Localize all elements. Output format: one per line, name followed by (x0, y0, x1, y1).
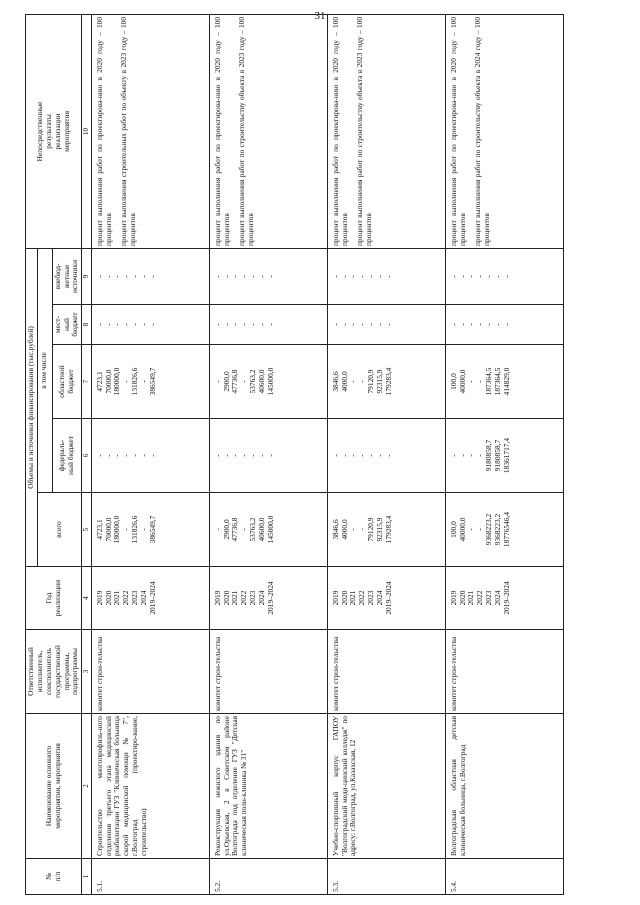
col-number: 9 (82, 248, 91, 304)
responsible-executor: комитет строи-тельства (91, 630, 209, 714)
col-number: 1 (82, 859, 91, 895)
extrabudget-values: - - - - - - - (327, 248, 445, 304)
column-number-row (82, 14, 91, 894)
activity-name: Волгоградская областная детская клиническая больница, г.Волгоград (445, 714, 563, 859)
row-number: 5.2. (209, 859, 327, 895)
extrabudget-values: - - - - - - - (445, 248, 563, 304)
col-number: 10 (82, 14, 91, 248)
local-values: - - - - - - - (445, 305, 563, 345)
regional-values: 100,0 40000,0 - - 187364,5 187364,5 414829,0 (445, 345, 563, 419)
years: 2019 2020 2021 2022 2023 2024 2019–2024 (209, 567, 327, 630)
table-row (327, 14, 445, 894)
years: 2019 2020 2021 2022 2023 2024 2019–2024 (445, 567, 563, 630)
federal-values: - - - - - - - (91, 419, 209, 493)
years: 2019 2020 2021 2022 2023 2024 2019–2024 (91, 567, 209, 630)
result-construction: процент выполнения работ по строительству объекта в 2023 году – 100 процентов (355, 16, 374, 246)
regional-values: 3846,6 4000,0 - - 79120,9 92315,9 179283,4 (327, 345, 445, 419)
col-number: 6 (82, 419, 91, 493)
rotated-table-page (25, 15, 615, 895)
result-design: процент выполнения работ по проектирова-нию в 2020 году – 100 процентов (330, 16, 349, 246)
activity-name: Строительство многопрофиль-ного отделения третьего этапа медицинской реабилитации ГУЗ "Клиническая больница скорой медицинской помощи № 7", г.Волгоград (проектиро-вание, строительство) (91, 714, 209, 859)
header-responsible: Ответственный исполнитель, соисполнитель государственной программы, подпрограммы (26, 630, 82, 714)
regional-values: - 2900,0 47736,8 - 53763,2 40600,0 145000,0 (209, 345, 327, 419)
col-number: 8 (82, 305, 91, 345)
result-cell (91, 14, 209, 248)
responsible-executor: комитет строи-тельства (327, 630, 445, 714)
activity-name: Реконструкция нежилого здания по ул.Орьевская, 2 в Советском районе Волгограда под отделение ГУЗ "Детская клиническая поли-клиника № 31" (209, 714, 327, 859)
result-construction: процент выполнения работ по строительству объекта в 2023 году – 100 процентов (237, 16, 256, 246)
row-number: 5.1. (91, 859, 209, 895)
financing-table (25, 14, 564, 895)
result-design: процент выполнения работ по проектирова-нию в 2020 году – 100 процентов (212, 16, 231, 246)
result-design: процент выполнения работ по проектирова-нию в 2020 году – 100 процентов (94, 16, 113, 246)
extrabudget-values: - - - - - - - (91, 248, 209, 304)
result-cell (209, 14, 327, 248)
result-construction: процент выполнения работ по строительству объекта в 2024 году – 100 процентов (473, 16, 492, 246)
extrabudget-values: - - - - - - - (209, 248, 327, 304)
col-number: 2 (82, 714, 91, 859)
total-values: - 2900,0 47736,8 - 53763,2 40600,0 145000,0 (209, 493, 327, 567)
result-cell (445, 14, 563, 248)
col-number: 7 (82, 345, 91, 419)
total-values: 4723,1 70000,0 180000,0 - 131826,6 - 386549,7 (91, 493, 209, 567)
result-construction: процент выполнения строительных работ по объекту в 2023 году – 100 процентов (119, 16, 138, 246)
federal-values: - - - - - - - (327, 419, 445, 493)
col-number: 3 (82, 630, 91, 714)
federal-values: - - - - 9180858,7 9180858,7 18361717,4 (445, 419, 563, 493)
header-financing-group: Объемы и источники финансирования (тыс.рублей) (26, 248, 38, 566)
header-row-1 (26, 14, 38, 894)
local-values: - - - - - - - (91, 305, 209, 345)
col-number: 5 (82, 493, 91, 567)
header-including: в том числе (37, 248, 52, 492)
regional-values: 4723,1 70000,0 180000,0 - 131826,6 - 386549,7 (91, 345, 209, 419)
table-row (209, 14, 327, 894)
row-number: 5.4. (445, 859, 563, 895)
header-num: № п/п (26, 859, 82, 895)
years: 2019 2020 2021 2022 2023 2024 2019–2024 (327, 567, 445, 630)
responsible-executor: комитет строи-тельства (209, 630, 327, 714)
activity-name: Учебно-спортивный корпус ГАПОУ "Волгоградский меди-цинский колледж" по адресу: г.Волгоград, ул.Казахская, 12 (327, 714, 445, 859)
local-values: - - - - - - - (209, 305, 327, 345)
result-design: процент выполнения работ по проектирова-нию в 2020 году – 100 процентов (448, 16, 467, 246)
row-number: 5.3. (327, 859, 445, 895)
responsible-executor: комитет строи-тельства (445, 630, 563, 714)
header-extrabudget: внебюд- жетные источники (52, 248, 82, 304)
federal-values: - - - - - - - (209, 419, 327, 493)
page-number: 31 (314, 10, 326, 22)
header-regional: областной бюджет (52, 345, 82, 419)
header-federal: федераль- ный бюджет (52, 419, 82, 493)
table-row (91, 14, 209, 894)
header-result: Непосредственные результаты реализации мероприятия (26, 14, 82, 248)
header-local: мест- ный бюджет (52, 305, 82, 345)
total-values: 3846,6 4000,0 - - 79120,9 92315,9 179283,4 (327, 493, 445, 567)
header-year: Год реализации (26, 567, 82, 630)
total-values: 100,0 40000,0 - - 9368223,2 9368223,2 18776546,4 (445, 493, 563, 567)
header-name: Наименование основного мероприятия, мероприятия (26, 714, 82, 859)
header-total: всего (37, 493, 81, 567)
local-values: - - - - - - - (327, 305, 445, 345)
result-cell (327, 14, 445, 248)
table-row (445, 14, 563, 894)
col-number: 4 (82, 567, 91, 630)
